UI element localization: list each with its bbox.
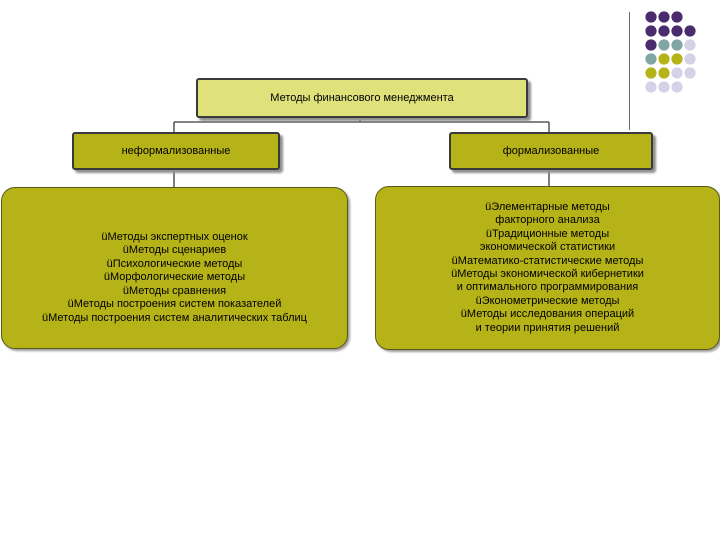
informal-method-item: üМетоды сценариев [122,244,227,257]
informal-method-item: üМетоды построения систем аналитических таблиц [42,311,307,324]
formal-methods-panel [375,186,720,350]
formal-method-item: факторного анализа [495,214,600,227]
informal-method-item: üМетоды сравнения [122,284,227,297]
category-box-formal [449,132,653,170]
formal-method-item: üЭлементарные методы [485,200,610,213]
category-label-informal: неформализованные [121,145,231,157]
formal-method-item: üТрадиционные методы [485,227,610,240]
informal-method-item: üПсихологические методы [106,257,243,270]
formal-method-item: üМатематико-статистические методы [451,254,644,267]
diagram-title-box [196,78,528,118]
formal-method-item: экономической статистики [479,241,616,254]
informal-method-item: üМетоды построения систем показателей [67,298,282,311]
diagram-title: Методы финансового менеджмента [270,92,454,104]
informal-method-item: üМорфологические методы [103,271,246,284]
informal-methods-panel [1,187,348,349]
formal-method-item: и теории принятия решений [475,321,620,334]
formal-method-item: üЭконометрические методы [475,294,620,307]
informal-method-item: üМетоды экспертных оценок [101,231,248,244]
category-label-formal: формализованные [502,145,600,157]
formal-method-item: üМетоды экономической кибернетики [451,268,644,280]
category-box-informal [72,132,280,170]
formal-method-item: и оптимального программирования [456,281,639,294]
formal-method-item: üМетоды исследования операций [460,308,635,321]
